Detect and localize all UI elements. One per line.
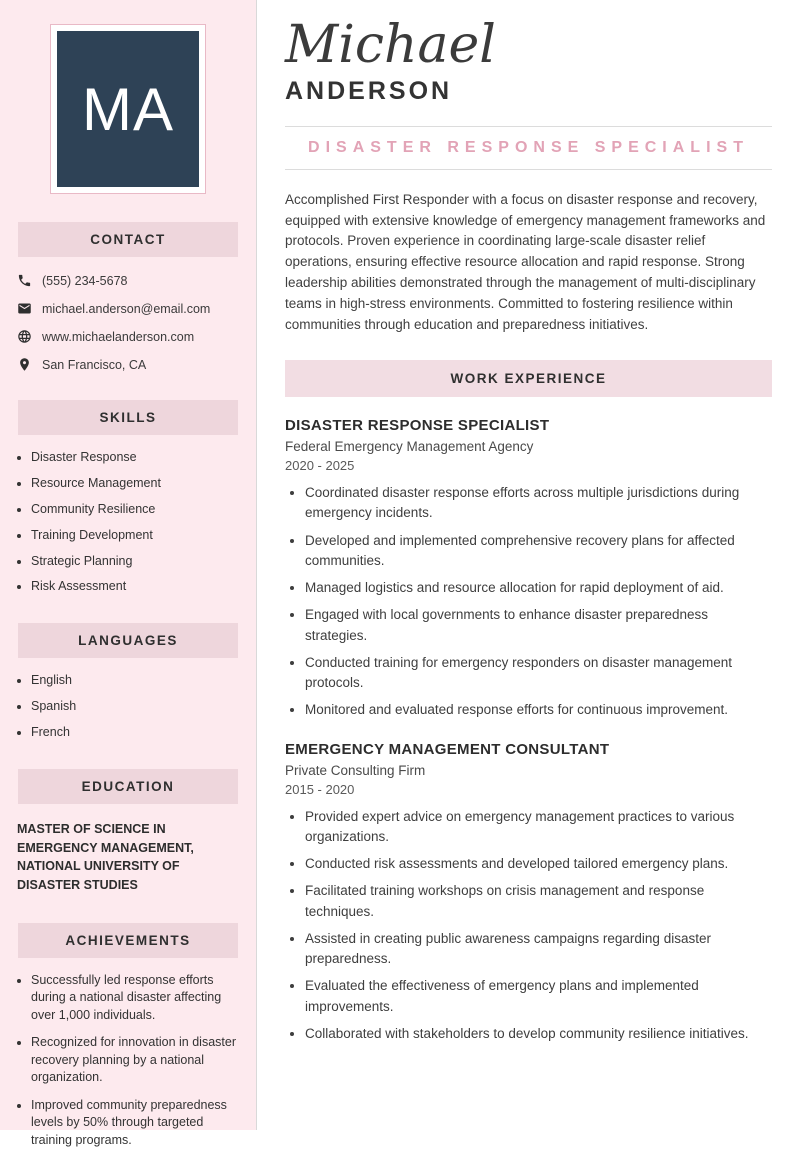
education-degree: MASTER OF SCIENCE IN EMERGENCY MANAGEMENT, NATIONAL UNIVERSITY OF DISASTER STUDIES xyxy=(17,821,194,893)
job-bullet: • Developed and implemented comprehensive recovery plans for affected communities. xyxy=(305,531,772,572)
achievements-section-heading: ACHIEVEMENTS xyxy=(18,923,238,958)
skills-section-heading: SKILLS xyxy=(18,400,238,435)
job-title: EMERGENCY MANAGEMENT CONSULTANT xyxy=(285,740,610,758)
achievements-list xyxy=(0,972,239,1149)
phone-icon xyxy=(17,273,32,288)
languages-section-heading: LANGUAGES xyxy=(18,623,238,658)
work-experience-heading: WORK EXPERIENCE xyxy=(285,360,772,397)
main-content xyxy=(257,0,800,1130)
contact-phone: (555) 234-5678 xyxy=(42,273,128,288)
contact-row-website xyxy=(17,329,256,344)
job-bullet: • Assisted in creating public awareness campaigns regarding disaster preparedness. xyxy=(305,929,772,970)
job-bullet: • Conducted training for emergency responders on disaster management protocols. xyxy=(305,653,772,694)
skill-item: • Strategic Planning xyxy=(31,553,239,570)
achievement-item: • Successfully led response efforts during a national disaster affecting over 1,000 individuals. xyxy=(31,972,239,1025)
professional-summary: Accomplished First Responder with a focus on disaster response and recovery, equipped with extensive knowledge of emergency management frameworks and protocols. Proven experience in coordinating large-scale disaster relief operations, ensuring effective resource allocation and rapid response. Strong leadership abilities demonstrated through the management of multi-disciplinary teams in high-stress environments. Committed to fostering resilience within communities through education and preparedness initiatives. xyxy=(285,191,766,333)
last-name: ANDERSON xyxy=(285,76,453,105)
skill-item: • Training Development xyxy=(31,527,239,544)
skill-item: • Risk Assessment xyxy=(31,578,239,595)
education-section-heading: EDUCATION xyxy=(18,769,238,804)
contact-row-location xyxy=(17,357,256,372)
role-title: DISASTER RESPONSE SPECIALIST xyxy=(308,138,749,156)
contact-section-heading: CONTACT xyxy=(18,222,238,257)
first-name: Michael xyxy=(285,15,496,75)
job-entry xyxy=(285,417,772,721)
languages-list xyxy=(0,672,239,741)
sidebar xyxy=(0,0,257,1147)
skill-item: • Community Resilience xyxy=(31,501,239,518)
job-company: Federal Emergency Management Agency xyxy=(285,439,534,455)
skill-item: • Resource Management xyxy=(31,475,239,492)
skill-item: • Disaster Response xyxy=(31,449,239,466)
job-entry xyxy=(285,741,772,1045)
job-bullet: • Evaluated the effectiveness of emergency plans and implemented improvements. xyxy=(305,976,772,1017)
monogram-frame xyxy=(50,24,206,194)
language-item: • French xyxy=(31,724,239,741)
job-dates: 2015 - 2020 xyxy=(285,781,355,797)
contact-row-email xyxy=(17,301,256,316)
email-icon xyxy=(17,301,32,316)
location-icon xyxy=(17,357,32,372)
achievement-item: • Recognized for innovation in disaster recovery planning by a national organization. xyxy=(31,1034,239,1087)
divider xyxy=(285,169,772,170)
contact-email: michael.anderson@email.com xyxy=(42,301,211,316)
language-item: • Spanish xyxy=(31,698,239,715)
website-icon xyxy=(17,329,32,344)
job-bullets xyxy=(285,807,772,1045)
job-bullet: • Collaborated with stakeholders to develop community resilience initiatives. xyxy=(305,1024,772,1044)
job-bullet: • Managed logistics and resource allocation for rapid deployment of aid. xyxy=(305,578,772,598)
contact-list xyxy=(17,273,256,372)
job-bullets xyxy=(285,483,772,721)
job-company: Private Consulting Firm xyxy=(285,762,426,778)
monogram-initials: MA xyxy=(57,31,199,187)
contact-location: San Francisco, CA xyxy=(42,357,147,372)
job-bullet: • Monitored and evaluated response efforts for continuous improvement. xyxy=(305,700,772,720)
job-bullet: • Provided expert advice on emergency management practices to various organizations. xyxy=(305,807,772,848)
language-item: • English xyxy=(31,672,239,689)
skills-list xyxy=(0,449,239,595)
job-dates: 2020 - 2025 xyxy=(285,458,355,474)
job-bullet: • Engaged with local governments to enhance disaster preparedness strategies. xyxy=(305,605,772,646)
job-bullet: • Conducted risk assessments and developed tailored emergency plans. xyxy=(305,854,772,874)
job-title: DISASTER RESPONSE SPECIALIST xyxy=(285,417,550,435)
job-bullet: • Coordinated disaster response efforts across multiple jurisdictions during emergency incidents. xyxy=(305,483,772,524)
contact-website: www.michaelanderson.com xyxy=(42,329,195,344)
contact-row-phone xyxy=(17,273,256,288)
job-bullet: • Facilitated training workshops on crisis management and response techniques. xyxy=(305,881,772,922)
achievement-item: • Improved community preparedness levels by 50% through targeted training programs. xyxy=(31,1097,239,1149)
